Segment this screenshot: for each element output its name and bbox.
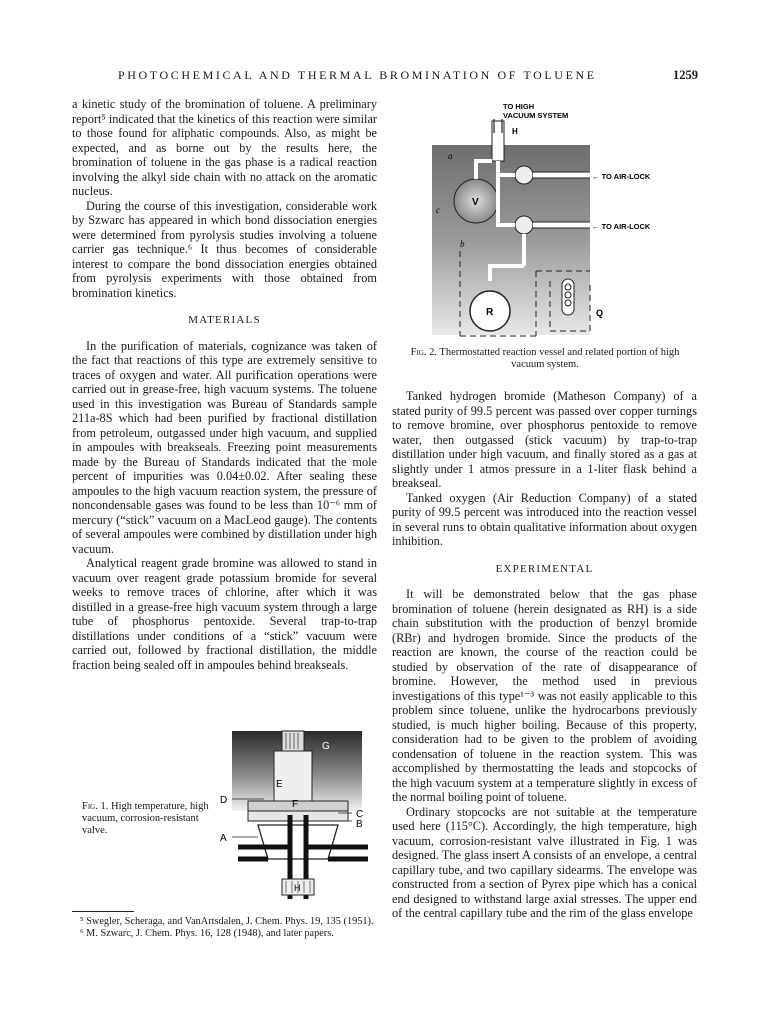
running-title: PHOTOCHEMICAL AND THERMAL BROMINATION OF TOLUENE	[118, 68, 597, 82]
fig1-label-d: D	[220, 795, 228, 806]
footnote-5: ⁵ Swegler, Scheraga, and VanArtsdalen, J. Chem. Phys. 19, 135 (1951).	[80, 916, 374, 927]
paragraph: Analytical reagent grade bromine was allowed to stand in vacuum over reagent grade potassium bromide for several weeks to remove traces of chlorine, after which it was distilled in a grease-free high vacuum system through a large tube of phosphorus pentoxide. Several trap-to-trap distillations under conditions of a “stick” vacuum were carried out, followed by fractional distillation, the middle fraction being sealed off in ampoules behind breakseals.	[72, 556, 377, 672]
fig2-label-b: b	[460, 239, 465, 249]
fig2-label-airlock-1: ← TO AIR-LOCK	[592, 172, 651, 181]
fig2-label-v: V	[472, 197, 479, 208]
fig2-label-c: c	[436, 205, 440, 215]
left-column	[72, 97, 377, 672]
fig1-label-g: G	[322, 741, 330, 752]
section-heading-experimental: EXPERIMENTAL	[495, 562, 594, 575]
fig1-label-b: B	[356, 819, 363, 830]
footnote-rule	[72, 911, 134, 912]
running-header	[118, 68, 698, 84]
paragraph: Tanked hydrogen bromide (Matheson Company) of a stated purity of 99.5 percent was passed over copper turnings to remove bromine, over phosphorus pentoxide to remove water, then outgassed (stick vacuum) by trap-to-trap distillation under high vacuum, and finally stored as a gas at slightly under 1 atmos pressure in a 1-liter flask behind a breakseal.	[392, 389, 697, 490]
figure-1-diagram	[218, 729, 378, 904]
figure-1-caption-text: High temperature, high vacuum, corrosion-resistant valve.	[82, 801, 209, 836]
paragraph: Tanked oxygen (Air Reduction Company) of a stated purity of 99.5 percent was introduced into the reaction vessel in several runs to obtain qualitative information about oxygen inhibition.	[392, 490, 697, 548]
section-heading-materials: MATERIALS	[188, 314, 261, 326]
fig2-label-q: Q	[596, 308, 604, 318]
paragraph: a kinetic study of the bromination of toluene. A preliminary report⁵ indicated that the kinetics of this reaction were similar to those found for aliphatic compounds. Also, as might be expected, and as borne out by the results here, the bromination of toluene in the gas phase is a radical reaction involving the alkyl side chain with no attack on the aromatic nucleus.	[72, 97, 377, 198]
figure-2-caption	[400, 347, 690, 371]
fig1-label-f: F	[292, 799, 299, 810]
footnote-6: ⁶ M. Szwarc, J. Chem. Phys. 16, 128 (1948), and later papers.	[80, 928, 334, 939]
fig2-label-top2: VACUUM SYSTEM	[503, 111, 569, 120]
fig2-label-a: a	[448, 151, 453, 161]
fig2-label-h: H	[512, 127, 518, 136]
fig2-label-airlock-2: ← TO AIR-LOCK	[592, 222, 651, 231]
fig1-label-c: C	[356, 809, 364, 820]
paragraph: It will be demonstrated below that the gas phase bromination of toluene (herein designated as RH) is a side chain substitution with the production of benzyl bromide (RBr) and hydrogen bromide. Since the products of the reaction are known, the course of the reaction could be studied by observation of the rate of disappearance of bromine. However, the method used in previous investigations of this type¹⁻³ was not easily applicable to this problem since toluene, unlike the hydrocarbons previously studied, is much higher boiling. Because of this property, consideration had to be given to the problem of avoiding condensation of toluene in the reaction system. This was accomplished by thermostatting the leads and stopcocks of the high vacuum system at a temperature slightly in excess of the normal boiling point of toluene.	[392, 587, 697, 804]
page-number: 1259	[673, 68, 698, 82]
fig1-label-e: E	[276, 779, 283, 790]
figure-2-diagram	[430, 101, 700, 346]
fig1-label-h: H	[294, 883, 301, 893]
fig2-label-top1: TO HIGH	[503, 102, 535, 111]
right-column	[392, 389, 697, 921]
footnotes	[72, 916, 377, 940]
figure-1-caption-label: Fig. 1.	[82, 801, 109, 812]
figure-2-caption-text: Thermostatted reaction vessel and related portion of high vacuum system.	[439, 347, 680, 370]
figure-2-caption-label: Fig. 2.	[410, 347, 437, 358]
paragraph: Ordinary stopcocks are not suitable at the temperature used here (115°C). Accordingly, the high temperature, high vacuum, corrosion-resistant valve illustrated in Fig. 1 was designed. The glass insert A consists of an envelope, a central capillary tube, and two capillary sidearms. The envelope was constructed from a section of Pyrex pipe which has a conical end designed to withstand large axial stresses. The upper end of the central capillary tube and the rim of the glass envelope	[392, 804, 697, 920]
fig2-label-r: R	[486, 307, 494, 318]
fig1-label-a: A	[220, 833, 227, 844]
paragraph: During the course of this investigation, considerable work by Szwarc has appeared in which bond dissociation energies were determined from pyrolysis studies involving a toluene carrier gas technique.⁶ It thus becomes of considerable interest to compare the bond dissociation energies obtained from pyrolysis experiments with those obtained from bromination kinetics.	[72, 198, 377, 300]
paragraph: In the purification of materials, cognizance was taken of the fact that reactions of this type are extremely sensitive to traces of oxygen and water. All purification operations were carried out in grease-free, high vacuum systems. The toluene used in this investigation was Bureau of Standards sample 211a-8S which had been purified by fractional distillation from petroleum, outgassed under high vacuum, and supplied in ampoules with breakseals. Freezing point measurements made by the Bureau of Standards indicated that the mole percent of impurities was 0.04±0.02. After sealing these ampoules to the high vacuum reaction system, the pressure of noncondensable gases was found to be less than 10⁻⁶ mm of mercury (“stick” vacuum on a MacLeod gauge). The contents of several ampoules were combined by distillation under high vacuum.	[72, 338, 377, 556]
figure-1-caption	[82, 801, 212, 837]
